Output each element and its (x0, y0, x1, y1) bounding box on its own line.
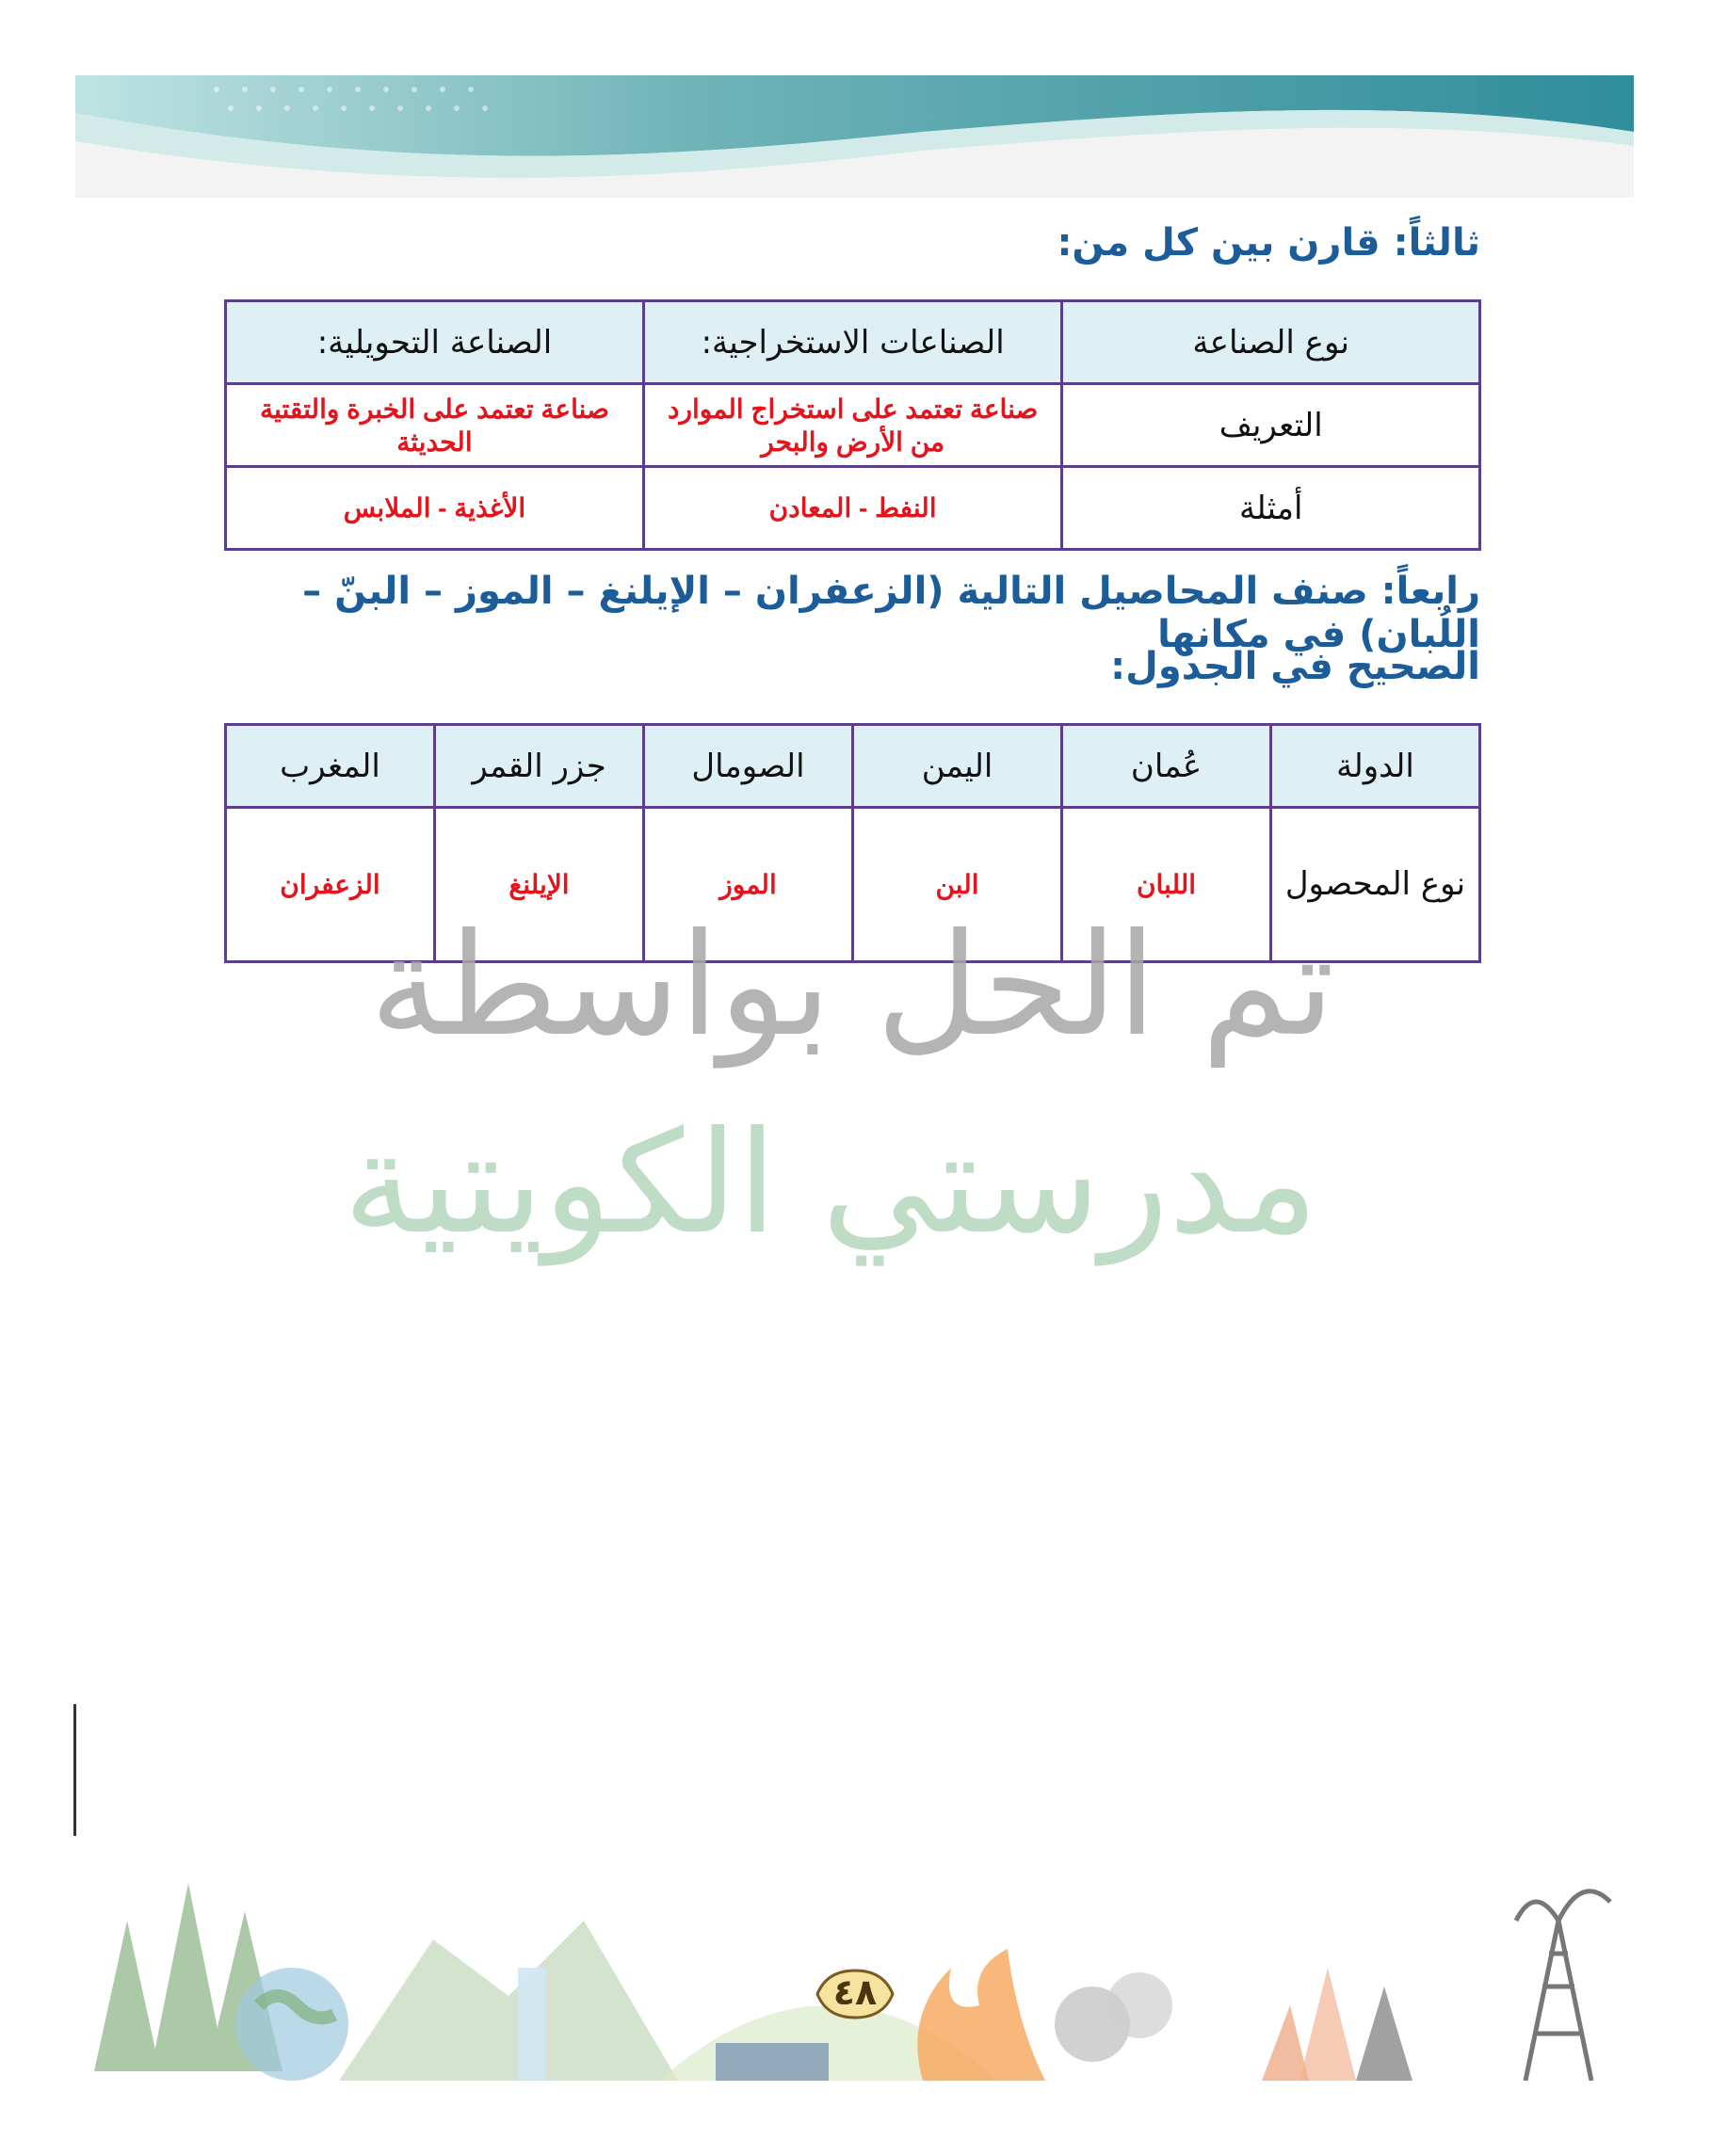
header-industry-type: نوع الصناعة (1062, 301, 1480, 384)
margin-line (73, 1704, 76, 1836)
watermark-line1: تم الحل بواسطة (369, 904, 1335, 1068)
answer-crop-comoros: الإيلنغ (435, 808, 644, 962)
header-wave-banner (75, 75, 1634, 198)
header-transformative: الصناعة التحويلية: (226, 301, 644, 384)
section3-heading: ثالثاً: قارن بين كل من: (1057, 221, 1480, 265)
table-row (226, 467, 1480, 550)
answer-crop-yemen: البن (853, 808, 1062, 962)
row-label-crop-type: نوع المحصول (1271, 808, 1480, 962)
table-header-row (226, 725, 1480, 808)
answer-transformative-definition: صناعة تعتمد على الخبرة والتقتية الحديثة (226, 384, 644, 467)
answer-transformative-examples: الأغذية - الملابس (226, 467, 644, 550)
page-number: ٤٨ (832, 1971, 878, 2013)
row-label-country: الدولة (1271, 725, 1480, 808)
answer-crop-oman: اللبان (1062, 808, 1271, 962)
section4-heading-line2: الصحيح في الجدول: (1110, 645, 1480, 688)
solar-panel-icon (716, 2043, 829, 2081)
country-comoros: جزر القمر (435, 725, 644, 808)
comparison-table (224, 299, 1481, 551)
country-morocco: المغرب (226, 725, 435, 808)
country-yemen: اليمن (853, 725, 1062, 808)
answer-extractive-definition: صناعة تعتمد على استخراج الموارد من الأرض والبحر (643, 384, 1062, 467)
table-header-row (226, 301, 1480, 384)
table-row (226, 384, 1480, 467)
answer-extractive-examples: النفط - المعادن (643, 467, 1062, 550)
watermark-line2: مدرستي الكويتية (343, 1102, 1318, 1265)
row-label-examples: أمثلة (1062, 467, 1480, 550)
globe-icon (235, 1968, 348, 2081)
section4-heading-line1: رابعاً: صنف المحاصيل التالية (الزعفران – الإيلنغ – الموز – البنّ – اللُبان) في مكانها (302, 570, 1480, 656)
answer-crop-somalia: الموز (644, 808, 853, 962)
country-somalia: الصومال (644, 725, 853, 808)
answer-crop-morocco: الزعفران (226, 808, 435, 962)
country-oman: عُمان (1062, 725, 1271, 808)
header-extractive: الصناعات الاستخراجية: (643, 301, 1062, 384)
row-label-definition: التعريف (1062, 384, 1480, 467)
